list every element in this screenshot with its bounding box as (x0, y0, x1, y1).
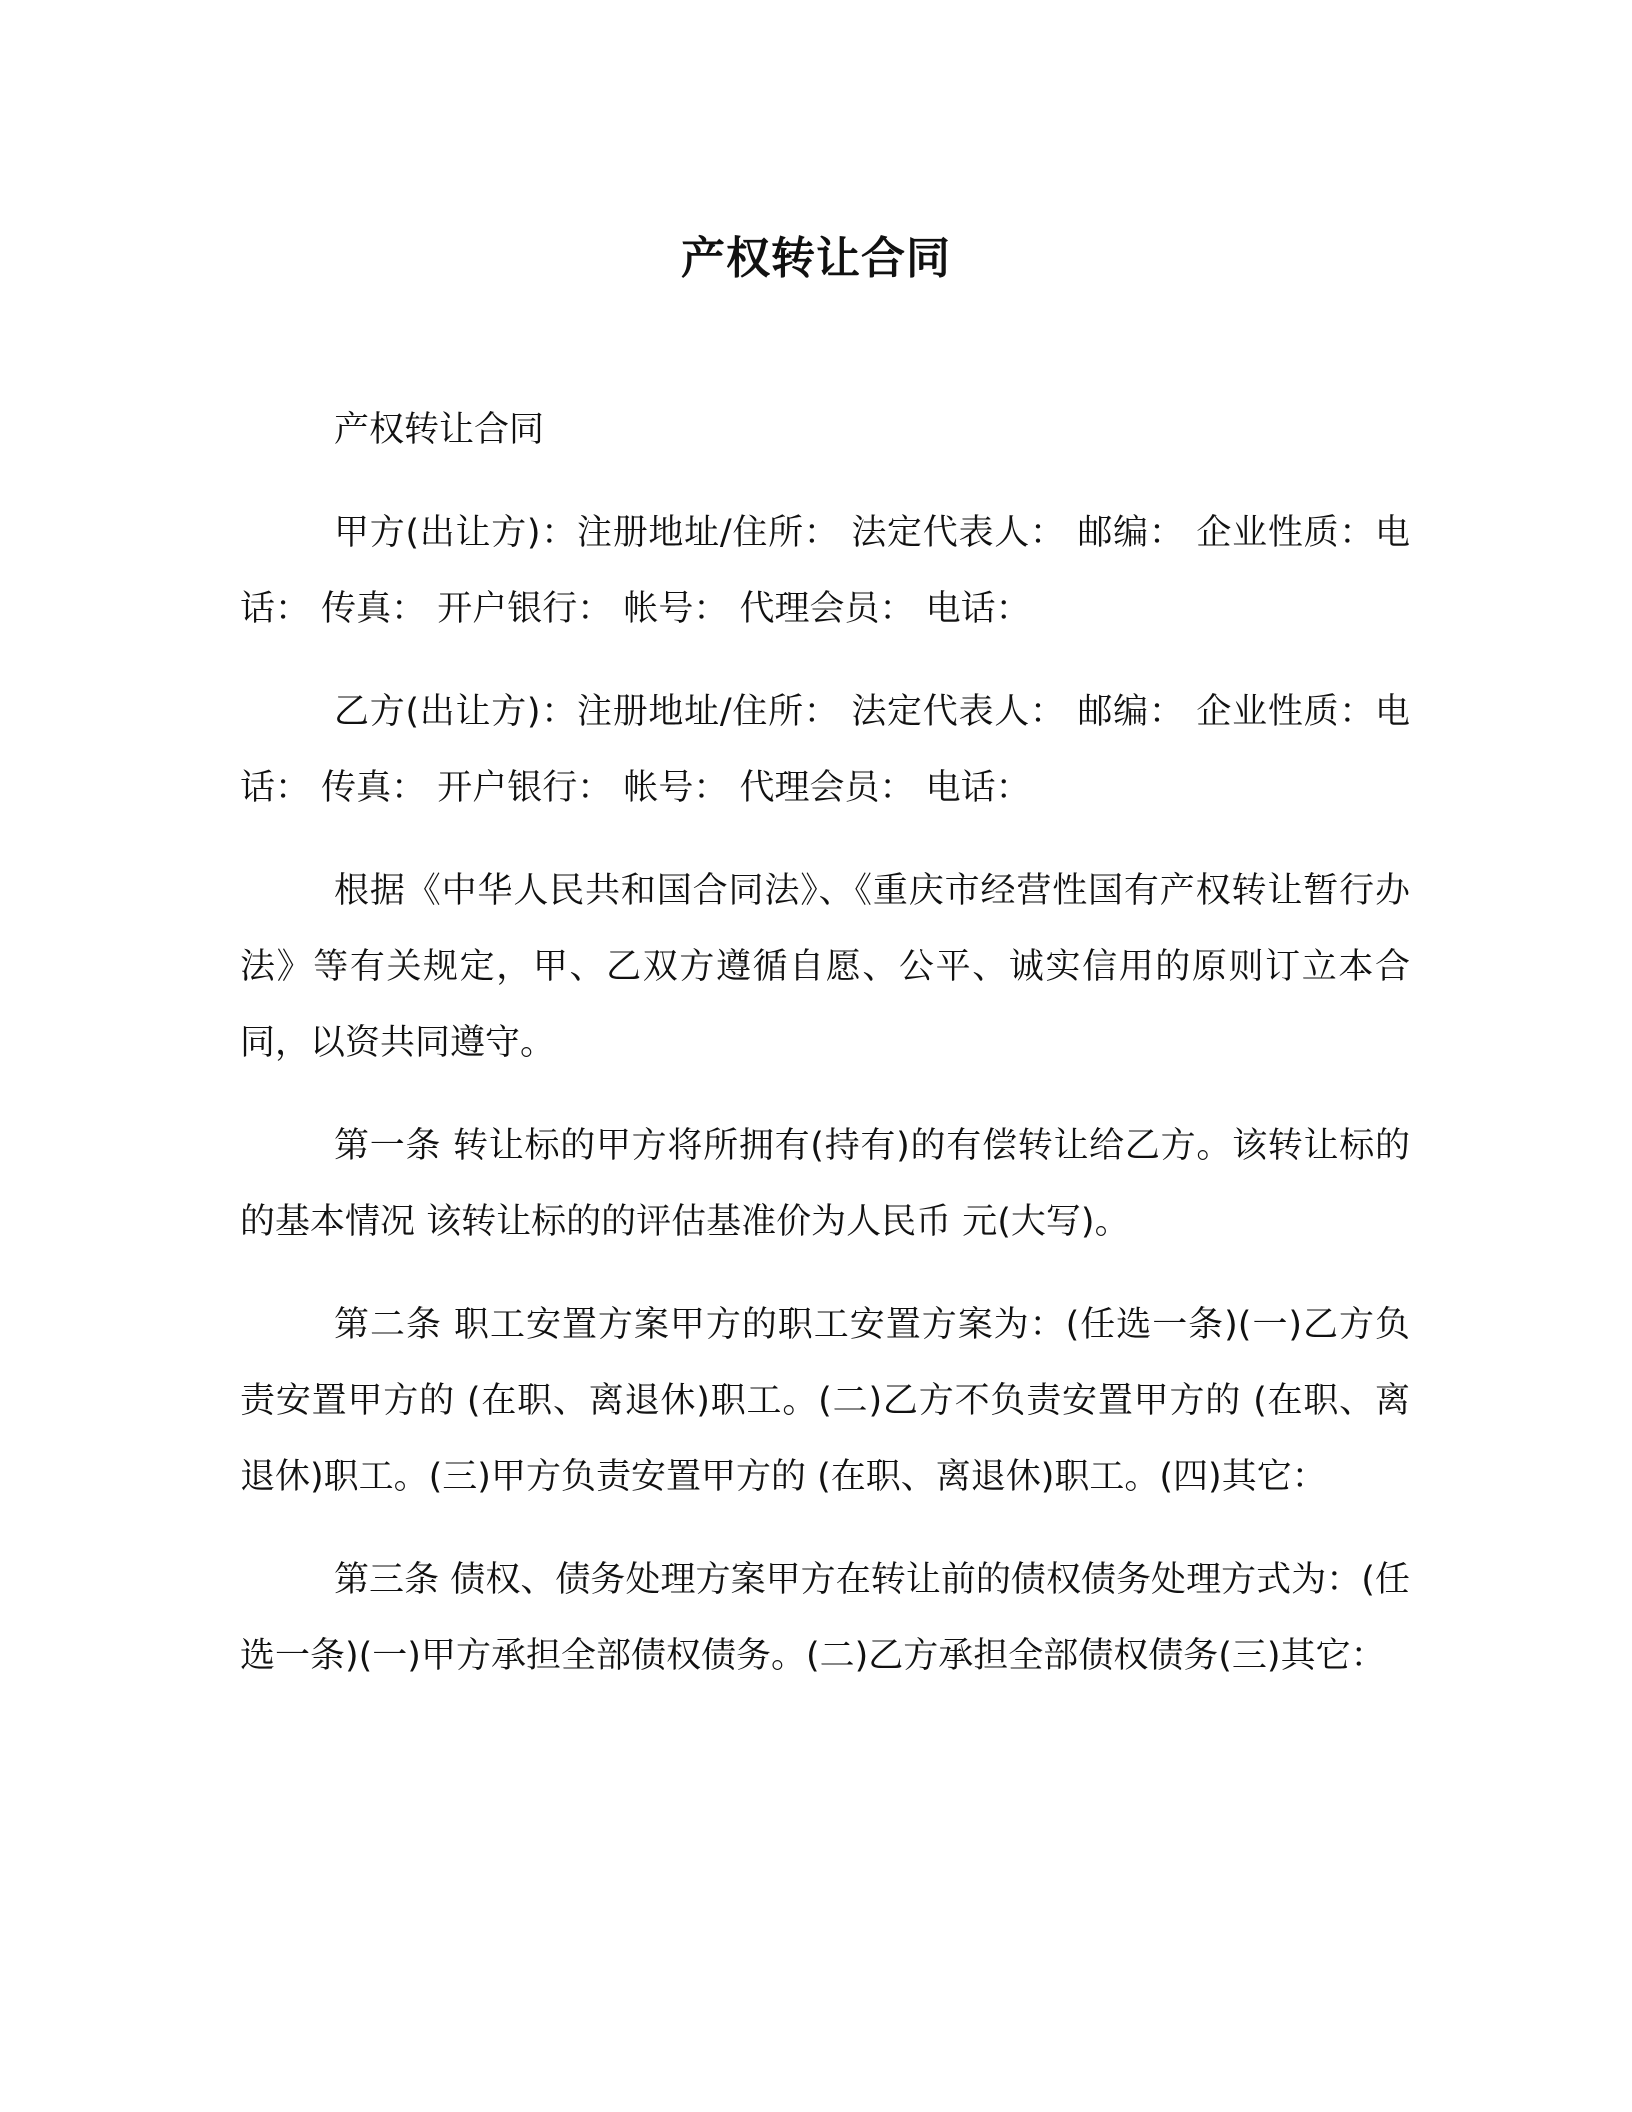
document-body (240, 392, 1410, 1721)
paragraph-article-3: 第三条 债权、债务处理方案甲方在转让前的债权债务处理方式为：(任选一条)(一)甲方承担全部债权债务。(二)乙方承担全部债权债务(三)其它： (240, 1560, 1410, 1676)
paragraph-article-1: 第一条 转让标的甲方将所拥有(持有)的有偿转让给乙方。该转让标的的基本情况 该转让标的的评估基准价为人民币 元(大写)。 (240, 1126, 1410, 1242)
paragraph-article-2: 第二条 职工安置方案甲方的职工安置方案为：(任选一条)(一)乙方负责安置甲方的 (在职、离退休)职工。(二)乙方不负责安置甲方的 (在职、离退休)职工。(三)甲方负责安置甲方的 (在职、离退休)职工。(四)其它： (240, 1305, 1410, 1497)
document-title: 产权转让合同 (681, 233, 951, 284)
paragraph-preamble: 根据《中华人民共和国合同法》、《重庆市经营性国有产权转让暂行办法》等有关规定，甲、乙双方遵循自愿、公平、诚实信用的原则订立本合同，以资共同遵守。 (240, 871, 1410, 1063)
paragraph-heading: 产权转让合同 (334, 410, 545, 450)
paragraph-party-a: 甲方(出让方)：注册地址/住所： 法定代表人： 邮编： 企业性质：电话： 传真： 开户银行： 帐号： 代理会员： 电话： (240, 513, 1410, 629)
paragraph-party-b: 乙方(出让方)：注册地址/住所： 法定代表人： 邮编： 企业性质：电话： 传真： 开户银行： 帐号： 代理会员： 电话： (240, 692, 1410, 808)
